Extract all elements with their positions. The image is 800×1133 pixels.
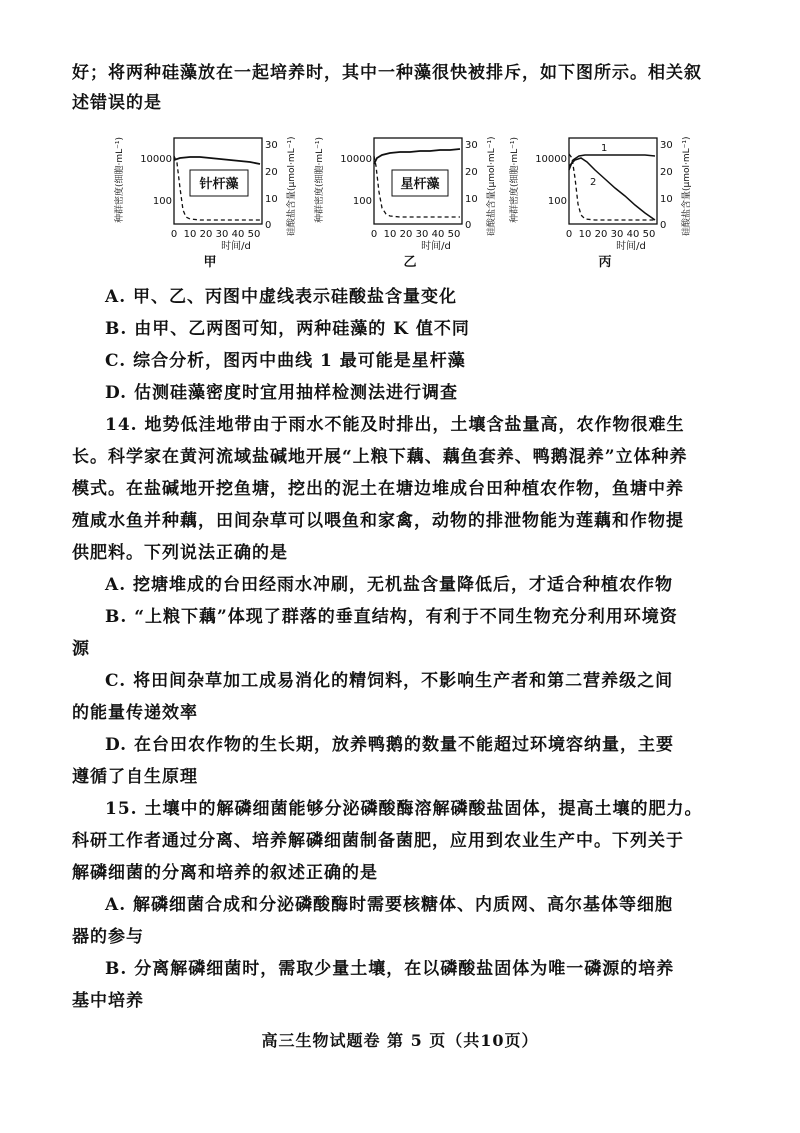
- tick-r-20: 20: [265, 167, 278, 178]
- q14-stem-line-2: 长。科学家在黄河流域盐碱地开展“上粮下藕、藕鱼套养、鸭鹅混养”立体种养: [72, 447, 688, 467]
- curve-1-label: 1: [601, 143, 608, 154]
- tick-x-20: 20: [399, 229, 413, 240]
- tick-y-10000: 10000: [340, 154, 372, 165]
- y-right-label: 硅酸盐含量(μmol·mL⁻¹): [287, 136, 297, 236]
- figure-panel-jia: [110, 118, 300, 272]
- q14-stem-line-4: 殖咸水鱼并种藕，田间杂草可以喂鱼和家禽，动物的排泄物能为莲藕和作物提: [72, 511, 684, 531]
- species-label: 星杆藻: [400, 177, 440, 192]
- tick-x-10: 10: [383, 229, 397, 240]
- q15-stem-line-1: 15. 土壤中的解磷细菌能够分泌磷酸酶溶解磷酸盐固体，提高土壤的肥力。: [105, 799, 703, 819]
- q13-option-a: A. 甲、乙、丙图中虚线表示硅酸盐含量变化: [105, 287, 458, 307]
- tick-x-50: 50: [247, 229, 261, 240]
- panel-label: 乙: [403, 255, 417, 270]
- q15-option-a-cont: 器的参与: [72, 927, 144, 947]
- curve-2: [569, 158, 655, 220]
- q15-stem-line-3: 解磷细菌的分离和培养的叙述正确的是: [72, 863, 378, 883]
- q15-option-b: B. 分离解磷细菌时，需取少量土壤，在以磷酸盐固体为唯一磷源的培养: [105, 959, 675, 979]
- y-left-label: 种群密度(细胞·mL⁻¹): [510, 136, 520, 223]
- tick-x-50: 50: [642, 229, 656, 240]
- panel-label: 丙: [598, 255, 612, 270]
- intro-line-2: 述错误的是: [72, 93, 162, 113]
- q15-option-b-cont: 基中培养: [72, 991, 144, 1011]
- tick-y-100: 100: [352, 196, 372, 207]
- chart-yi: [310, 118, 500, 268]
- tick-y-10000: 10000: [535, 154, 567, 165]
- tick-x-10: 10: [578, 229, 592, 240]
- solid-curve: [374, 149, 460, 164]
- q14-stem-line-3: 模式。在盐碱地开挖鱼塘，挖出的泥土在塘边堆成台田种植农作物，鱼塘中养: [72, 479, 684, 499]
- tick-x-0: 0: [170, 229, 178, 240]
- page-footer: 高三生物试题卷 第 5 页（共10页）: [261, 1031, 539, 1050]
- q14-option-d-cont: 遵循了自生原理: [72, 767, 198, 787]
- panel-label: 甲: [203, 255, 217, 270]
- figure-panel-bing: [505, 118, 695, 272]
- tick-r-0: 0: [465, 220, 472, 231]
- x-label: 时间/d: [616, 241, 646, 252]
- curve-1: [569, 155, 655, 170]
- q14-option-c: C. 将田间杂草加工成易消化的精饲料，不影响生产者和第二营养级之间: [105, 671, 674, 691]
- x-label: 时间/d: [221, 241, 251, 252]
- tick-x-0: 0: [370, 229, 378, 240]
- q14-stem-line-1: 14. 地势低洼地带由于雨水不能及时排出，土壤含盐量高，农作物很难生: [105, 415, 685, 435]
- tick-y-100: 100: [152, 196, 172, 207]
- tick-r-10: 10: [265, 194, 278, 205]
- tick-r-10: 10: [660, 194, 673, 205]
- figure-panel-yi: [310, 118, 500, 272]
- x-label: 时间/d: [421, 241, 451, 252]
- y-left-label: 种群密度(细胞·mL⁻¹): [315, 136, 325, 223]
- q14-option-b: B. “上粮下藕”体现了群落的垂直结构，有利于不同生物充分利用环境资: [105, 607, 678, 627]
- tick-r-10: 10: [465, 194, 478, 205]
- q15-option-a: A. 解磷细菌合成和分泌磷酸酶时需要核糖体、内质网、高尔基体等细胞: [105, 895, 674, 915]
- tick-r-0: 0: [265, 220, 272, 231]
- q14-option-b-cont: 源: [72, 639, 90, 659]
- q14-stem-line-5: 供肥料。下列说法正确的是: [72, 543, 288, 563]
- tick-y-10000: 10000: [140, 154, 172, 165]
- tick-x-30: 30: [610, 229, 624, 240]
- q15-stem-line-2: 科研工作者通过分离、培养解磷细菌制备菌肥，应用到农业生产中。下列关于: [72, 831, 684, 851]
- chart-bing: [505, 118, 695, 268]
- tick-y-100: 100: [547, 196, 567, 207]
- solid-curve: [174, 157, 260, 164]
- species-label: 针杆藻: [199, 177, 239, 192]
- y-right-label: 硅酸盐含量(μmol·mL⁻¹): [487, 136, 497, 236]
- q13-option-c: C. 综合分析，图丙中曲线 1 最可能是星杆藻: [105, 351, 466, 371]
- tick-r-0: 0: [660, 220, 667, 231]
- tick-x-0: 0: [565, 229, 573, 240]
- tick-x-30: 30: [415, 229, 429, 240]
- q13-option-b: B. 由甲、乙两图可知，两种硅藻的 K 值不同: [105, 319, 470, 339]
- y-right-label: 硅酸盐含量(μmol·mL⁻¹): [682, 136, 692, 236]
- curve-2-label: 2: [590, 177, 597, 188]
- tick-r-30: 30: [465, 140, 478, 151]
- tick-r-30: 30: [265, 140, 278, 151]
- q14-option-d: D. 在台田农作物的生长期，放养鸭鹅的数量不能超过环境容纳量，主要: [105, 735, 674, 755]
- tick-x-40: 40: [231, 229, 245, 240]
- tick-r-20: 20: [465, 167, 478, 178]
- tick-x-50: 50: [447, 229, 461, 240]
- tick-r-30: 30: [660, 140, 673, 151]
- tick-x-10: 10: [183, 229, 197, 240]
- intro-line-1: 好；将两种硅藻放在一起培养时，其中一种藻很快被排斥，如下图所示。相关叙: [72, 63, 702, 83]
- q14-option-a: A. 挖塘堆成的台田经雨水冲刷，无机盐含量降低后，才适合种植农作物: [105, 575, 674, 595]
- tick-x-20: 20: [199, 229, 213, 240]
- tick-x-40: 40: [626, 229, 640, 240]
- tick-x-20: 20: [594, 229, 608, 240]
- chart-jia: [110, 118, 300, 268]
- y-left-label: 种群密度(细胞·mL⁻¹): [115, 136, 125, 223]
- tick-x-40: 40: [431, 229, 445, 240]
- q13-option-d: D. 估测硅藻密度时宜用抽样检测法进行调查: [105, 383, 458, 403]
- q14-option-c-cont: 的能量传递效率: [72, 703, 198, 723]
- tick-r-20: 20: [660, 167, 673, 178]
- tick-x-30: 30: [215, 229, 229, 240]
